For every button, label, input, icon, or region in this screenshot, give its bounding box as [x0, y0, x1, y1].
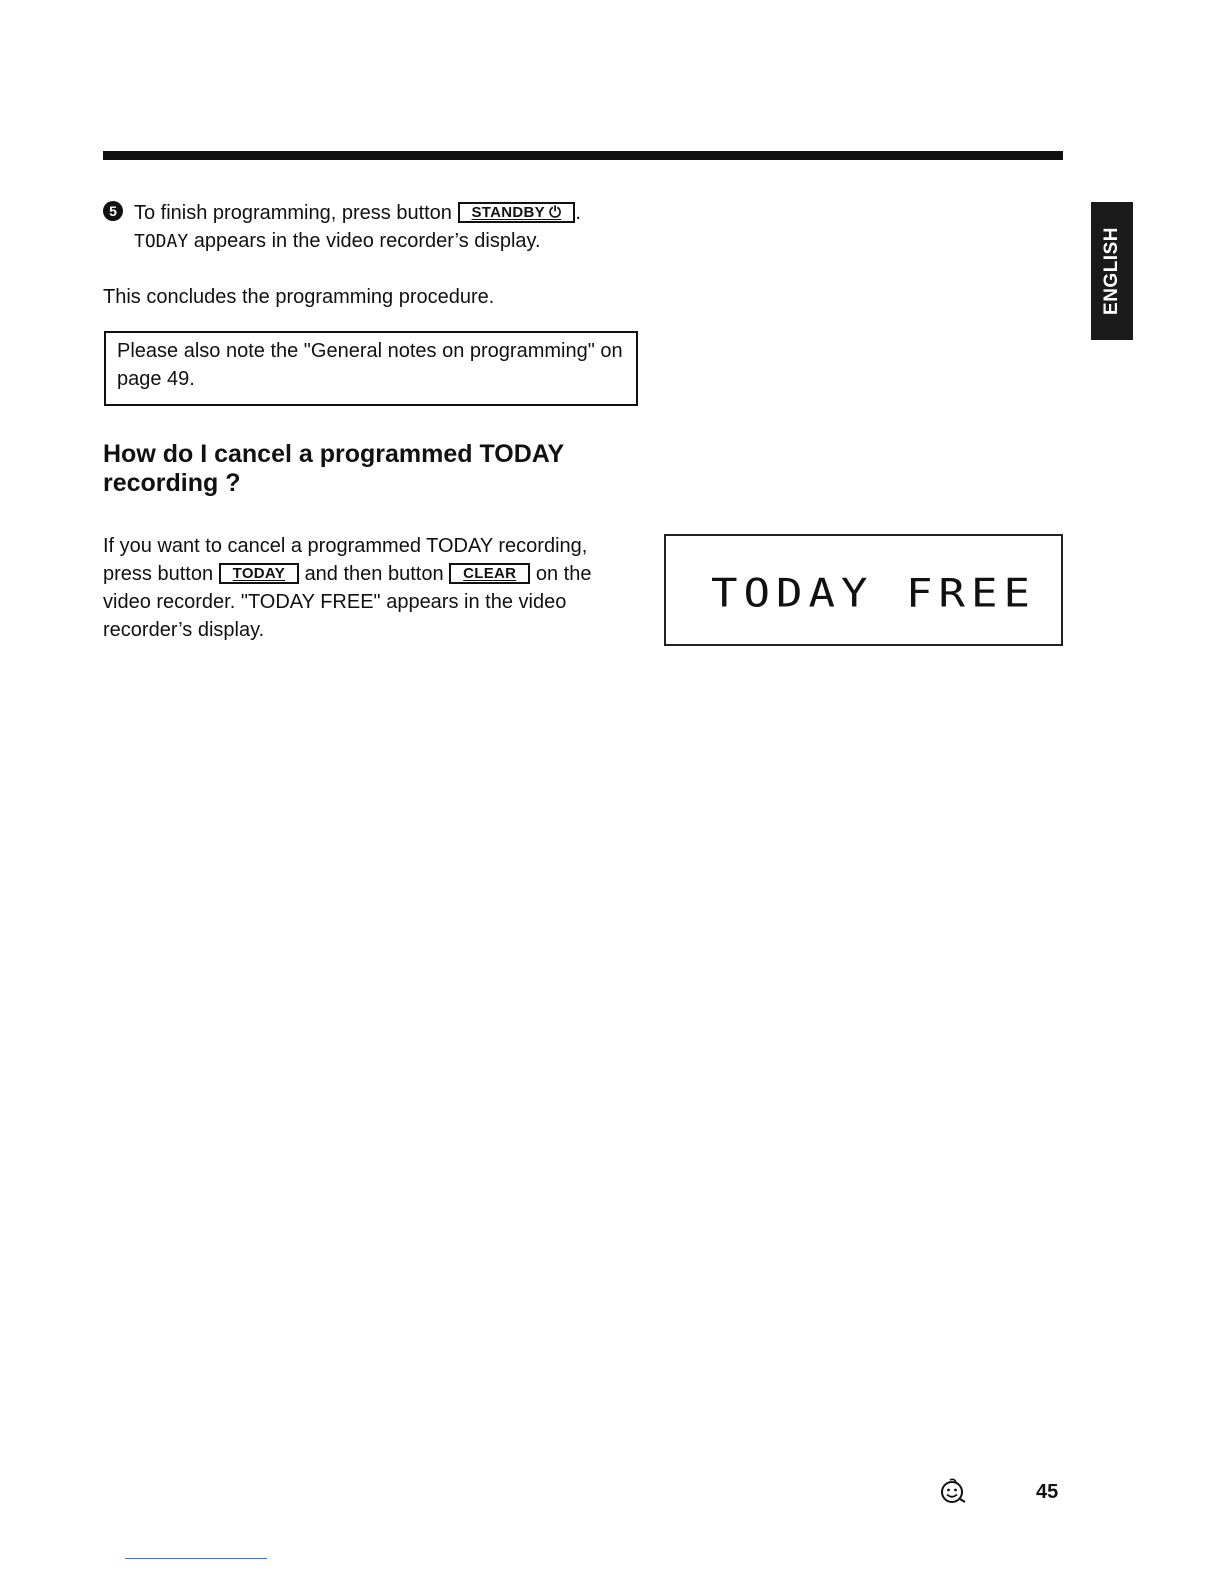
footer-rule: [125, 1558, 267, 1559]
language-tab-label: ENGLISH: [1101, 227, 1123, 315]
cancel-line-3: video recorder. "TODAY FREE" appears in the video: [103, 591, 567, 613]
section-heading-line-1: How do I cancel a programmed TODAY: [103, 440, 565, 468]
cancel-line-2-a: press button: [103, 563, 214, 585]
page-number: 45: [1036, 1481, 1059, 1503]
step-line-1-suffix: .: [575, 202, 581, 224]
smiley-icon: [938, 1477, 968, 1507]
note-line-1: Please also note the "General notes on programming" on: [117, 340, 623, 362]
today-key: TODAY: [219, 563, 299, 584]
step-5: [103, 199, 663, 256]
cancel-line-1: If you want to cancel a programmed TODAY recording,: [103, 535, 588, 557]
clear-key: CLEAR: [449, 563, 530, 584]
standby-key: STANDBY ⏻: [458, 202, 576, 223]
cancel-line-2-b: and then button: [304, 563, 444, 585]
top-rule: [103, 151, 1063, 160]
cancel-line-2-c: on the: [535, 563, 592, 585]
note-line-2: page 49.: [117, 368, 195, 390]
cancel-line-2: [103, 560, 633, 588]
recorder-display: [664, 534, 1063, 646]
section-heading-line-2: recording ?: [103, 469, 241, 497]
step-line-1: [134, 199, 663, 227]
today-display-word: TODAY: [134, 231, 189, 252]
cancel-paragraph: [103, 532, 633, 644]
step-text: [134, 199, 663, 256]
note-box: [104, 331, 638, 406]
language-tab: [1091, 202, 1133, 340]
cancel-line-4: recorder’s display.: [103, 619, 265, 641]
step-line-1-prefix: To finish programming, press button: [134, 202, 452, 224]
section-heading: [103, 440, 663, 498]
step-line-2-rest: appears in the video recorder’s display.: [193, 230, 541, 252]
step-line-2: [134, 227, 663, 256]
recorder-display-text: TODAY FREE: [711, 570, 1036, 616]
step-number-badge: 5: [103, 201, 123, 221]
conclusion-text: This concludes the programming procedure.: [103, 286, 495, 308]
